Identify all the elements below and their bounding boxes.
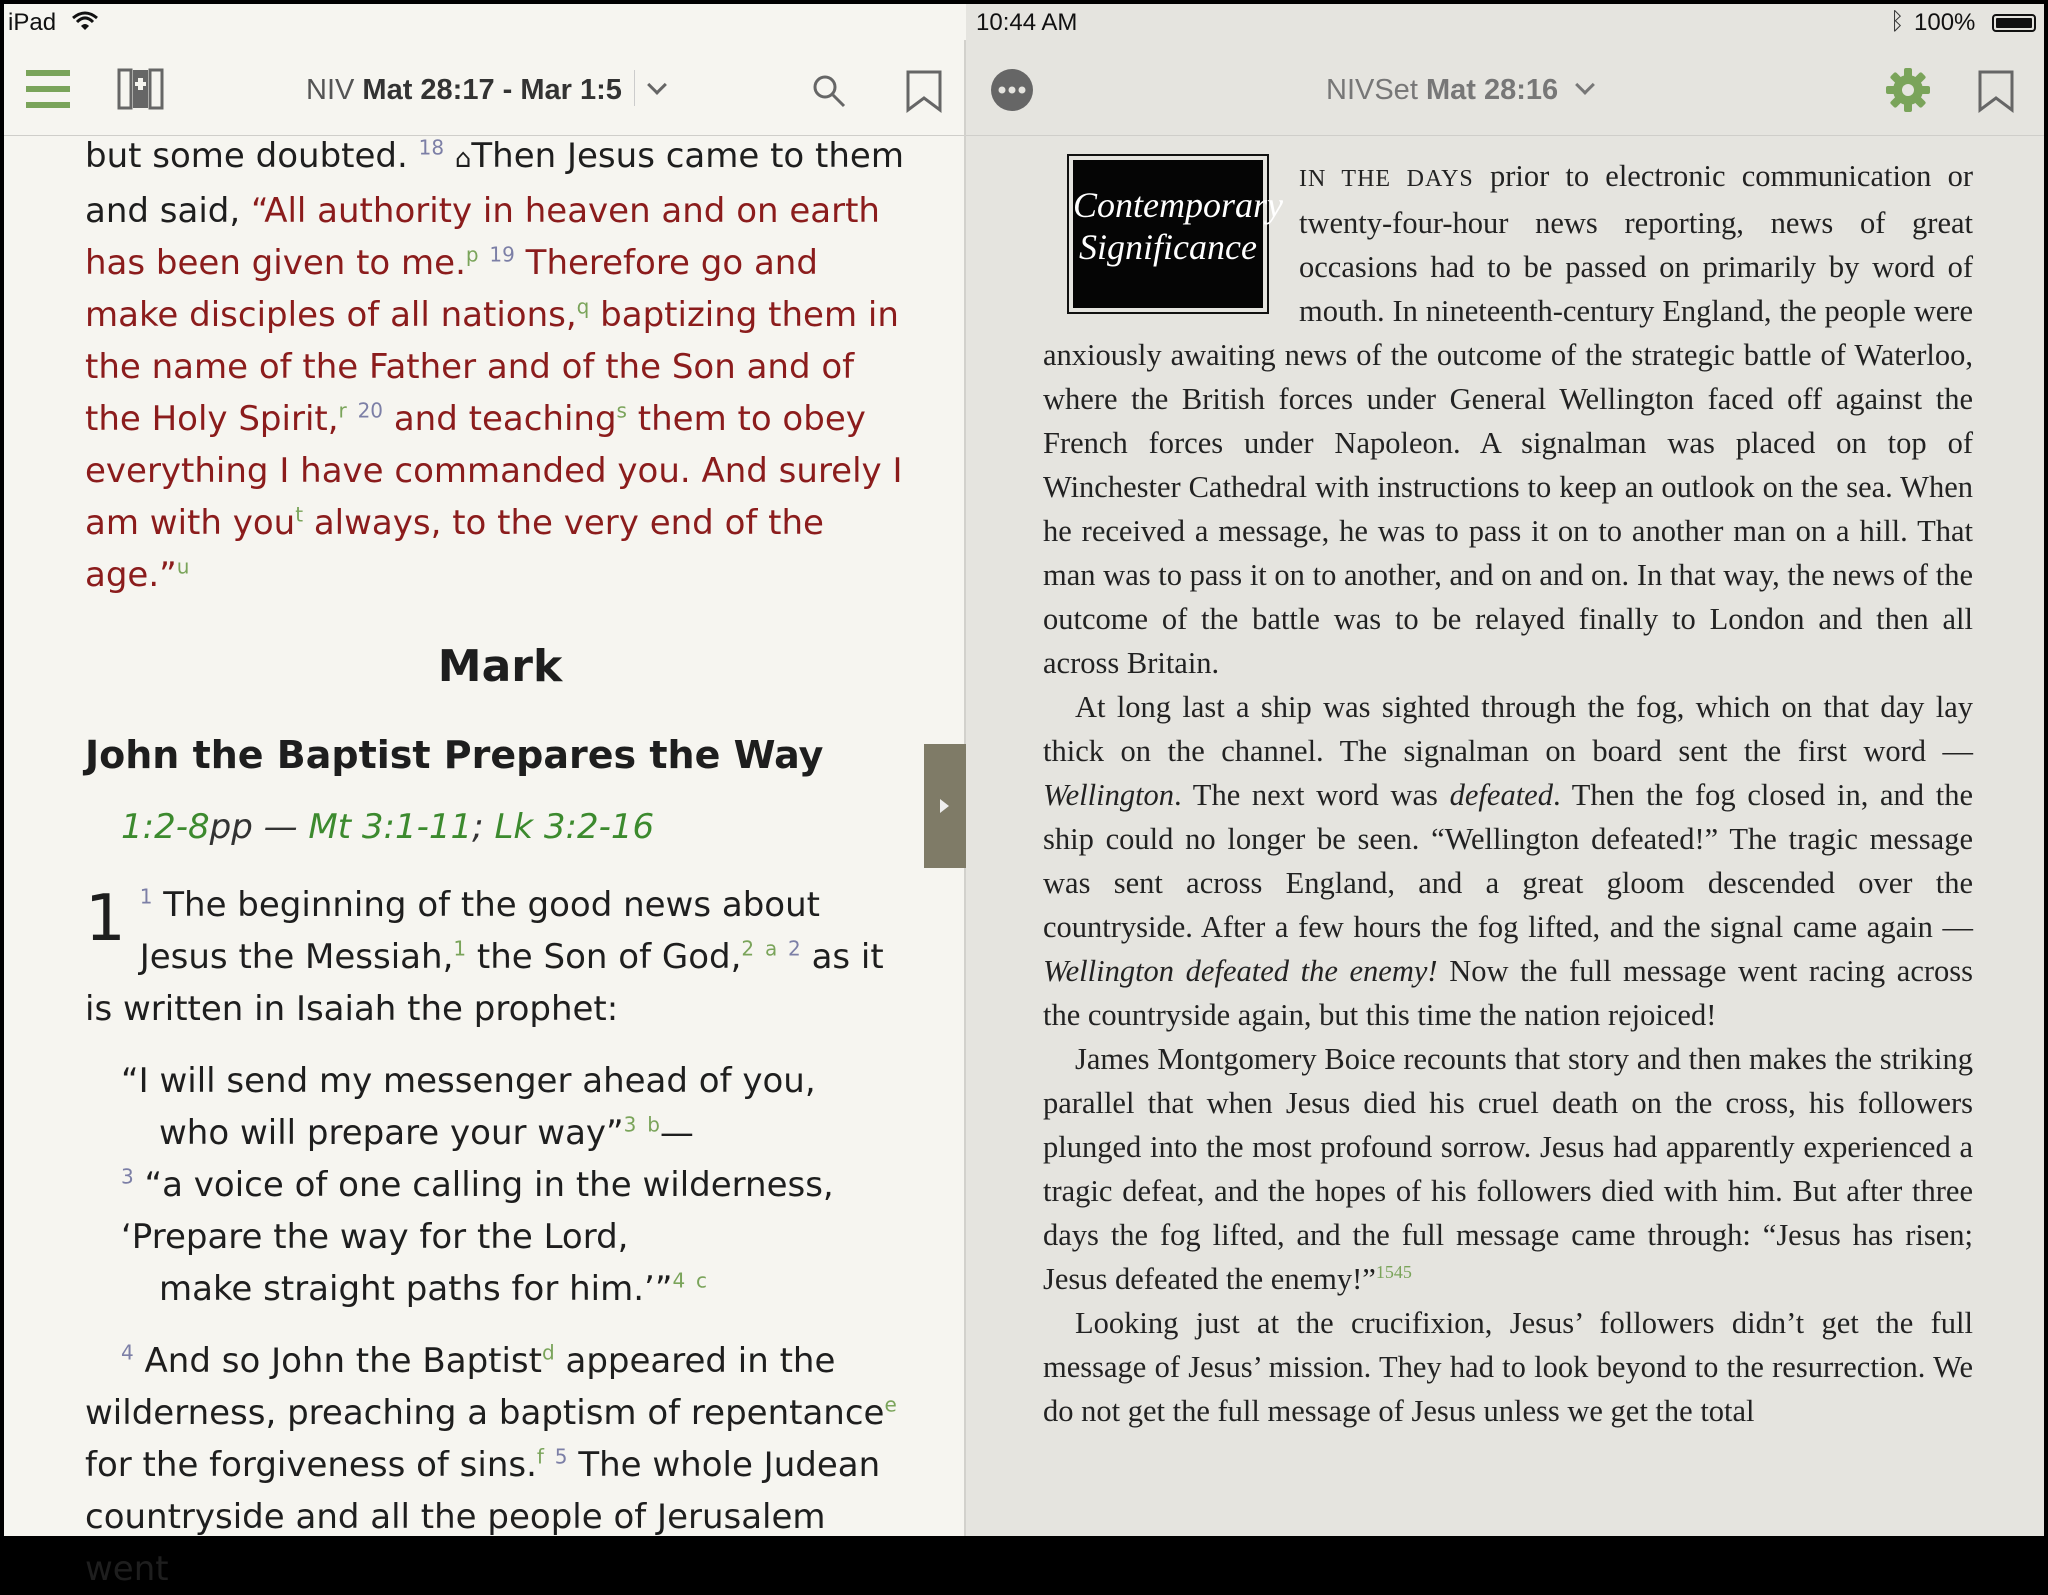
verse-number[interactable]: 19 — [489, 242, 515, 267]
parallel-ref[interactable]: 1:2-8 — [121, 807, 210, 847]
footnote-marker[interactable]: c — [696, 1268, 707, 1293]
triangle-right-icon — [940, 799, 949, 813]
search-icon[interactable] — [812, 74, 846, 108]
verse-text: Then Jesus came to them and said, — [85, 136, 904, 231]
collapse-pane-tab[interactable] — [924, 744, 966, 868]
chevron-down-icon[interactable] — [1575, 75, 1595, 95]
footnote-marker[interactable]: u — [176, 554, 190, 579]
parallel-link-mt[interactable]: Mt 3:1-11 — [308, 807, 473, 847]
verse-number[interactable]: 2 — [788, 936, 801, 961]
poem-line: who will prepare your way”$^3$ $^b$— — [159, 1112, 694, 1153]
reference-selector[interactable] — [1326, 74, 1558, 107]
verse-text: The whole Judean countryside and all the people of Jerusalem went — [85, 1445, 881, 1589]
device-label: iPad — [8, 9, 57, 36]
battery-icon — [1992, 14, 2036, 32]
footnote-marker[interactable]: f — [536, 1444, 544, 1469]
footnote-marker[interactable]: 1 — [453, 936, 467, 961]
verse-text: but some doubted. — [85, 136, 408, 176]
commentary-version: NIVSet — [1326, 74, 1418, 106]
hamburger-icon[interactable] — [26, 70, 70, 108]
contemporary-significance-badge — [1067, 154, 1283, 314]
footnote-marker[interactable]: q — [576, 294, 590, 319]
bluetooth-icon: ᛒ — [1890, 8, 1905, 35]
status-bar-right — [966, 4, 2044, 40]
words-of-christ: them to obey everything I have commanded you. And surely I am with you — [85, 399, 903, 543]
bookmark-icon[interactable] — [906, 70, 942, 112]
footnote-marker[interactable]: r — [338, 398, 347, 423]
tomb-icon[interactable]: ⌂ — [454, 144, 472, 174]
commentary-reference: Mat 28:16 — [1425, 74, 1559, 106]
verse-number[interactable]: 1 — [139, 884, 153, 909]
footnote-marker[interactable]: t — [295, 502, 304, 527]
paragraph: Looking just at the crucifixion, Jesus’ followers didn’t get the full message of Jesus’ mission. They had to look beyond to the resurrection. We do not get the full message of Jesus unless we get the total — [1043, 1306, 1973, 1428]
app-frame — [4, 4, 2044, 1589]
footnote-marker[interactable]: d — [541, 1340, 555, 1365]
chevron-down-icon[interactable] — [647, 75, 667, 95]
verse-number[interactable]: 4 — [121, 1340, 134, 1365]
footnote-marker[interactable]: 3 — [623, 1112, 637, 1137]
section-heading: John the Baptist Prepares the Way — [85, 733, 824, 777]
words-of-christ: “All authority in heaven and on earth has been given to me. — [85, 191, 880, 283]
poem-line: make straight paths for him.’”$^4$ $^c$ — [159, 1268, 707, 1309]
footnote-marker[interactable]: a — [764, 936, 778, 961]
parallel-passages — [121, 801, 915, 853]
words-of-christ: always, to the very end of the age.” — [85, 503, 824, 595]
parallel-pp: pp — — [209, 807, 298, 847]
verse-text: for the forgiveness of sins. — [85, 1445, 537, 1485]
commentary-pane — [966, 40, 2044, 1536]
smallcaps-lead: IN THE DAYS — [1299, 166, 1474, 192]
verse-text: The beginning of the good news about Jesus the Messiah, — [139, 885, 820, 977]
clock: 10:44 AM — [976, 9, 1078, 36]
toolbar-divider — [634, 70, 635, 106]
bookmark-icon[interactable] — [1978, 70, 2014, 112]
status-bar-left — [4, 4, 966, 40]
status-bar — [4, 4, 2044, 40]
parallel-link-lk[interactable]: Lk 3:2-16 — [494, 807, 655, 847]
commentary-text[interactable] — [1043, 154, 1973, 1433]
books-icon[interactable] — [118, 68, 164, 110]
endnote-marker[interactable]: 1545 — [1375, 1261, 1412, 1282]
verse-number[interactable]: 18 — [418, 135, 445, 160]
bible-reference: Mat 28:17 - Mar 1:5 — [362, 74, 622, 106]
poem-quote — [121, 1055, 915, 1315]
ellipsis-icon[interactable] — [990, 68, 1034, 112]
battery-percent: 100% — [1914, 9, 1976, 36]
verse-number[interactable]: 20 — [357, 398, 384, 423]
gear-icon[interactable] — [1886, 68, 1930, 112]
verse-text: And so John the Baptist — [144, 1341, 542, 1381]
verse-text: the Son of God, — [476, 937, 742, 977]
words-of-christ: and teaching — [393, 399, 617, 439]
footnote-marker[interactable]: 4 — [672, 1268, 686, 1293]
words-of-christ: Therefore go and make disciples of all nations, — [85, 243, 818, 335]
book-title: Mark — [437, 641, 563, 692]
footnote-marker[interactable]: e — [884, 1392, 897, 1417]
bible-pane — [4, 40, 966, 1589]
wifi-icon — [72, 12, 98, 32]
bible-version: NIV — [306, 74, 355, 106]
parallel-separator: ; — [472, 807, 484, 847]
footnote-marker[interactable]: s — [616, 398, 627, 423]
reference-selector[interactable] — [306, 74, 622, 107]
bible-text[interactable] — [85, 130, 915, 1595]
footnote-marker[interactable]: b — [647, 1112, 660, 1137]
footnote-marker[interactable]: 2 — [741, 936, 755, 961]
commentary-toolbar — [966, 40, 2044, 136]
verse-number[interactable]: 5 — [554, 1444, 568, 1469]
badge-label: Contemporary Significance — [1073, 160, 1263, 308]
poem-line: ‘Prepare the way for the Lord, — [121, 1217, 629, 1257]
chapter-number: 1 — [85, 882, 126, 956]
paragraph: At long last a ship was sighted through the fog, which on that day lay thick on the channel. The signalman on board sent the first word — Wellington. The next word was defeated. Then the fog closed in, and the ship could no longer be seen. “Wellington defeated!” The tragic message was sent across England, and a great gloom descended over the countryside. After a few hours the fog lifted, and the signal came again — Wellington defeated the enemy! Now the full message went racing across the countryside again, but this time the nation rejoiced! — [1043, 690, 1974, 1032]
words-of-christ: baptizing them in the name of the Father and of the Son and of the Holy Spirit, — [85, 295, 899, 439]
paragraph: James Montgomery Boice recounts that story and then makes the striking parallel that when Jesus died his cruel death on the cross, his followers plunged into the most profound sorrow. Jesus had apparently experienced a tragic defeat, and the hopes of his followers died with him. But after three days the fog lifted, and the full message came through: “Jesus has risen; Jesus defeated the enemy!”$^{1545}$ — [1043, 1042, 1973, 1296]
verse-text: as it is written in Isaiah the prophet: — [85, 937, 884, 1029]
verse-number[interactable]: 3 — [121, 1164, 134, 1189]
poem-line: “I will send my messenger ahead of you, — [121, 1061, 816, 1101]
verse-text: appeared in the wilderness, preaching a baptism of repentance — [85, 1341, 885, 1433]
bible-toolbar — [4, 40, 964, 136]
poem-line: $^3$ “a voice of one calling in the wilderness, — [121, 1164, 834, 1205]
footnote-marker[interactable]: p — [465, 242, 479, 267]
paragraph: IN THE DAYS prior to electronic communication or twenty-four-hour news reporting, news of great occasions had to be passed on primarily by word of mouth. In nineteenth-century England, the people were anxiously awaiting news of the outcome of the strategic battle of Waterloo, where the British forces under General Wellington faced off against the French forces under Napoleon. A signalman was placed on top of Winchester Cathedral with instructions to keep an outlook on the sea. When he received a message, he was to pass it on to another man on a hill. That man was to pass it on to another, and on and on. In that way, the news of the outcome of the battle was to be relayed finally to London and then all across Britain. — [1043, 159, 1973, 680]
